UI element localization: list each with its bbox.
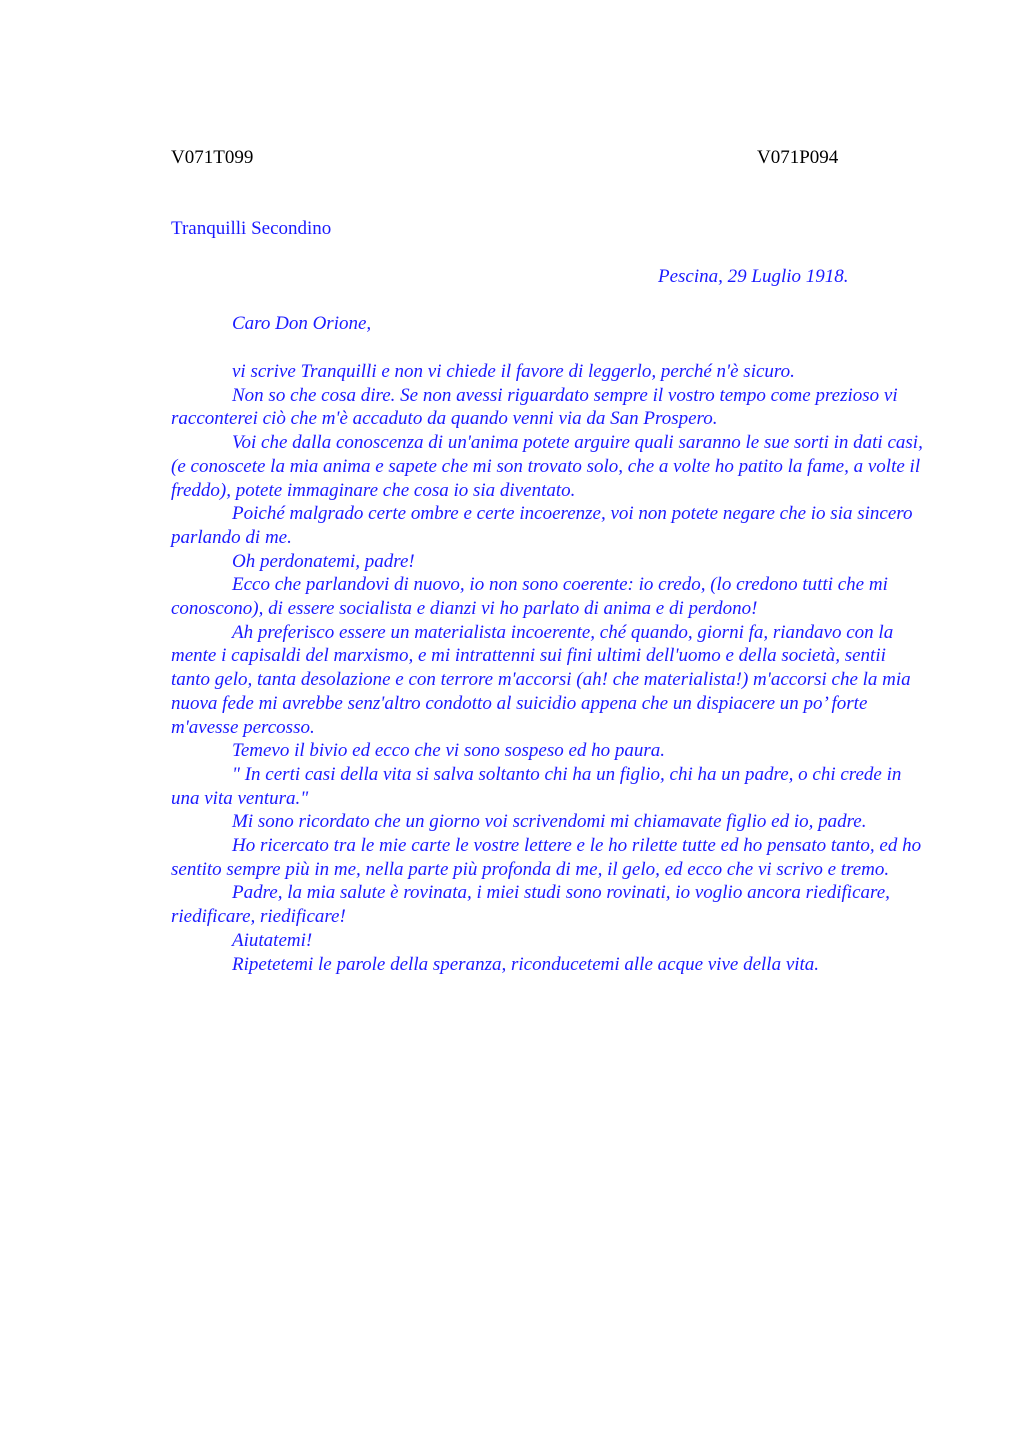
- document-code-left: V071T099: [171, 147, 254, 168]
- paragraph: Ho ricercato tra le mie carte le vostre lettere e le ho rilette tutte ed ho pensato tanto, ed ho sentito sempre più in me, nella parte più profonda di me, il gelo, ed ecco che vi scrivo e tremo.: [171, 835, 922, 880]
- paragraph: vi scrive Tranquilli e non vi chiede il favore di leggerlo, perché n'è sicuro.: [232, 361, 795, 382]
- paragraph: Ripetetemi le parole della speranza, riconducetemi alle acque vive della vita.: [232, 953, 820, 975]
- letter-body: [171, 360, 926, 976]
- paragraph: Padre, la mia salute è rovinata, i miei studi sono rovinati, io voglio ancora riedificare, riedificare, riedificare!: [171, 882, 890, 928]
- paragraph: Temevo il bivio ed ecco che vi sono sospeso ed ho paura.: [232, 740, 666, 762]
- paragraph: Mi sono ricordato che un giorno voi scrivendomi mi chiamavate figlio ed io, padre.: [232, 811, 867, 833]
- letter-dateline: Pescina, 29 Luglio 1918.: [658, 266, 849, 287]
- paragraph: Voi che dalla conoscenza di un'anima potete arguire quali saranno le sue sorti in dati casi, (e conoscete la mia anima e sapete che mi son trovato solo, che a volte ho patito la fame, a volte il freddo), potete immaginare che cosa io sia diventato.: [171, 432, 923, 501]
- paragraph: Ecco che parlandovi di nuovo, io non sono coerente: io credo, (lo credono tutti che mi conoscono), di essere socialista e dianzi vi ho parlato di anima e di perdono!: [171, 574, 888, 620]
- paragraph: Aiutatemi!: [232, 929, 313, 951]
- paragraph: " In certi casi della vita si salva soltanto chi ha un figlio, chi ha un padre, o chi crede in una vita ventura.": [171, 763, 902, 809]
- paragraph: Ah preferisco essere un materialista incoerente, ché quando, giorni fa, riandavo con la mente i capisaldi del marxismo, e mi intrattenni sui fini ultimi dell'uomo e della società, sentii tanto gelo, tanta desolazione e con terrore m'accorsi (ah! che materialista!) m'accorsi che la mia nuova fede mi avrebbe senz'altro condotto al suicidio appena che un dispiacere un po’ forte m'avesse percosso.: [171, 621, 911, 738]
- sender-name: Tranquilli Secondino: [171, 218, 332, 239]
- document-code-right: V071P094: [757, 147, 839, 168]
- paragraph: Poiché malgrado certe ombre e certe incoerenze, voi non potete negare che io sia sincero parlando di me.: [171, 503, 913, 548]
- letter-greeting: Caro Don Orione,: [232, 313, 372, 334]
- paragraph: Oh perdonatemi, padre!: [232, 550, 415, 572]
- paragraph: Non so che cosa dire. Se non avessi riguardato sempre il vostro tempo come prezioso vi racconterei ciò che m'è accaduto da quando venni via da San Prospero.: [171, 384, 898, 430]
